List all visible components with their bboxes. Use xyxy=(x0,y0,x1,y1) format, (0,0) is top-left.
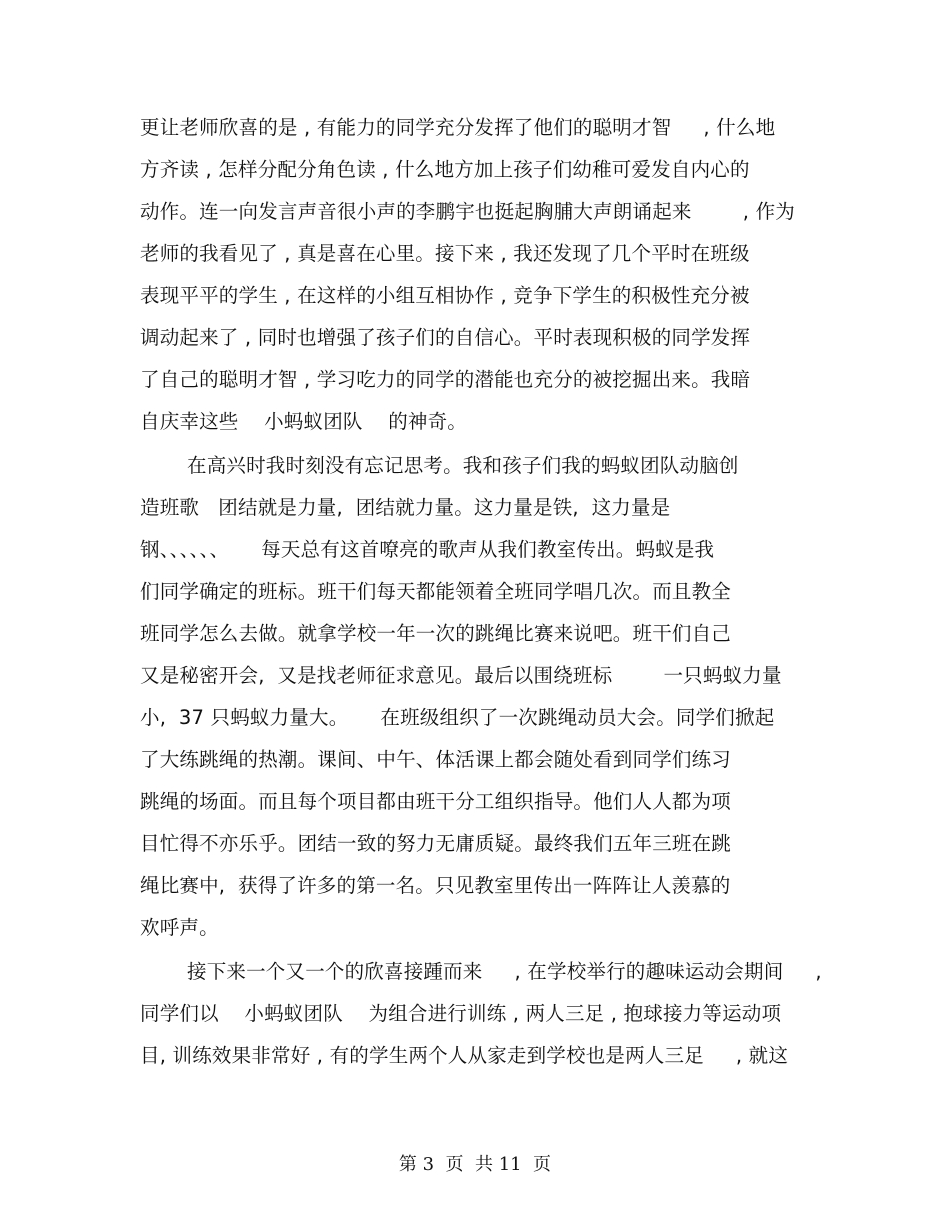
text-line: 了自己的聪明才智 , 学习吃力的同学的潜能也充分的被挖掘出来。我暗 xyxy=(140,368,751,391)
text-line: 表现平平的学生 , 在这样的小组互相协作 , 竞争下学生的积极性充分被 xyxy=(140,284,750,307)
text-line: 钢、、、、、、 每天总有这首嘹亮的歌声从我们教室传出。蚂蚁是我 xyxy=(140,538,715,561)
text-line: 更让老师欣喜的是 , 有能力的同学充分发挥了他们的聪明才智 , 什么地 xyxy=(140,116,776,139)
text-line: 调动起来了 , 同时也增强了孩子们的自信心。平时表现积极的同学发挥 xyxy=(140,326,751,349)
text-line: 目, 训练效果非常好 , 有的学生两个人从家走到学校也是两人三足 , 就这 xyxy=(140,1044,789,1067)
text-line: 小, 37 只蚂蚁力量大。 在班级组织了一次跳绳动员大会。同学们掀起 xyxy=(140,706,775,729)
text-line: 们同学确定的班标。班干们每天都能领着全班同学唱几次。而且教全 xyxy=(140,580,732,603)
paragraph-first-line: 接下来一个又一个的欣喜接踵而来 , 在学校举行的趣味运动会期间 , xyxy=(187,960,822,983)
text-line: 绳比赛中, 获得了许多的第一名。只见教室里传出一阵阵让人羡慕的 xyxy=(140,874,731,897)
page-footer: 第 3 页 共 11 页 xyxy=(398,1154,552,1175)
text-line: 老师的我看见了 , 真是喜在心里。接下来 , 我还发现了几个平时在班级 xyxy=(140,242,750,265)
text-line: 自庆幸这些 小蚂蚁团队 的神奇。 xyxy=(140,410,467,433)
text-line: 欢呼声。 xyxy=(140,916,219,939)
text-line: 又是秘密开会, 又是找老师征求意见。最后以围绕班标 一只蚂蚁力量 xyxy=(140,664,782,687)
paragraph-first-line: 在高兴时我时刻没有忘记思考。我和孩子们我的蚂蚁团队动脑创 xyxy=(187,454,739,477)
text-line: 跳绳的场面。而且每个项目都由班干分工组织指导。他们人人都为项 xyxy=(140,790,732,813)
text-line: 目忙得不亦乐乎。团结一致的努力无庸质疑。最终我们五年三班在跳 xyxy=(140,832,732,855)
text-line: 方齐读 , 怎样分配分角色读 , 什么地方加上孩子们幼稚可爱发自内心的 xyxy=(140,158,750,181)
text-line: 造班歌 团结就是力量, 团结就力量。这力量是铁, 这力量是 xyxy=(140,496,671,519)
text-line: 同学们以 小蚂蚁团队 为组合进行训练 , 两人三足 , 抱球接力等运动项 xyxy=(140,1002,782,1025)
text-line: 班同学怎么去做。就拿学校一年一次的跳绳比赛来说吧。班干们自己 xyxy=(140,622,732,645)
text-line: 动作。连一向发言声音很小声的李鹏宇也挺起胸脯大声朗诵起来 , 作为 xyxy=(140,200,795,223)
text-line: 了大练跳绳的热潮。课间、中午、体活课上都会随处看到同学们练习 xyxy=(140,748,732,771)
